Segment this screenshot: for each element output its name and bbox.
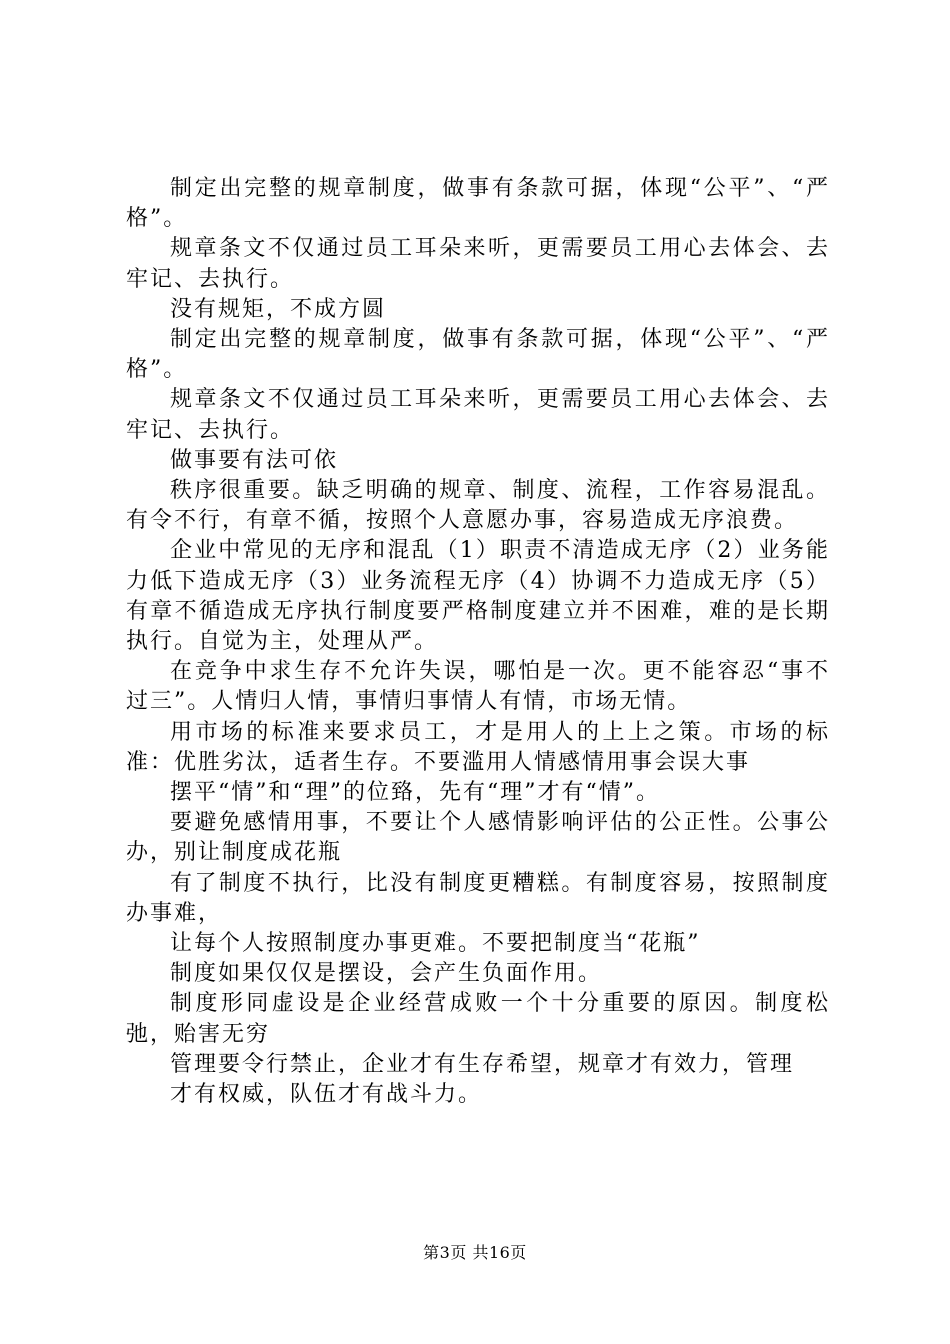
paragraph: 摆平“情”和“理”的位臵，先有“理”才有“情”。 <box>170 780 660 806</box>
paragraph: 规章条文不仅通过员工耳朵来听，更需要员工用心去体会、去牢记、去执行。 <box>126 387 830 443</box>
paragraph: 在竞争中求生存不允许失误，哪怕是一次。更不能容忍“事不过三”。人情归人情，事情归事情人有情，市场无情。 <box>126 659 830 715</box>
paragraph: 秩序很重要。缺乏明确的规章、制度、流程，工作容易混乱。有令不行，有章不循，按照个人意愿办事，容易造成无序浪费。 <box>126 478 830 534</box>
document-body <box>126 174 830 1110</box>
paragraph: 制度如果仅仅是摆设，会产生负面作用。 <box>170 961 603 987</box>
section-heading: 做事要有法可依 <box>170 447 339 473</box>
section-heading: 没有规矩，不成方圆 <box>170 296 387 322</box>
paragraph: 让每个人按照制度办事更难。不要把制度当“花瓶” <box>170 931 701 957</box>
paragraph: 管理要令行禁止，企业才有生存希望，规章才有效力，管理 <box>170 1051 795 1077</box>
paragraph: 制定出完整的规章制度，做事有条款可据，体现“公平”、“严格”。 <box>126 327 830 383</box>
paragraph: 规章条文不仅通过员工耳朵来听，更需要员工用心去体会、去牢记、去执行。 <box>126 236 830 292</box>
paragraph: 要避免感情用事，不要让个人感情影响评估的公正性。公事公办，别让制度成花瓶 <box>126 810 830 866</box>
paragraph: 有了制度不执行，比没有制度更糟糕。有制度容易，按照制度办事难， <box>126 870 830 926</box>
paragraph: 才有权威，队伍才有战斗力。 <box>170 1082 483 1108</box>
paragraph: 用市场的标准来要求员工，才是用人的上上之策。市场的标准：优胜劣汰，适者生存。不要滥用人情感情用事会误大事 <box>126 719 830 775</box>
page-number-footer: 第3页 共16页 <box>423 1243 527 1262</box>
paragraph: 制度形同虚设是企业经营成败一个十分重要的原因。制度松弛，贻害无穷 <box>126 991 830 1047</box>
paragraph: 企业中常见的无序和混乱（1）职责不清造成无序（2）业务能力低下造成无序（3）业务流程无序（4）协调不力造成无序（5）有章不循造成无序执行制度要严格制度建立并不困难，难的是长期执行。自觉为主，处理从严。 <box>126 538 830 655</box>
paragraph: 制定出完整的规章制度，做事有条款可据，体现“公平”、“严格”。 <box>126 176 830 232</box>
